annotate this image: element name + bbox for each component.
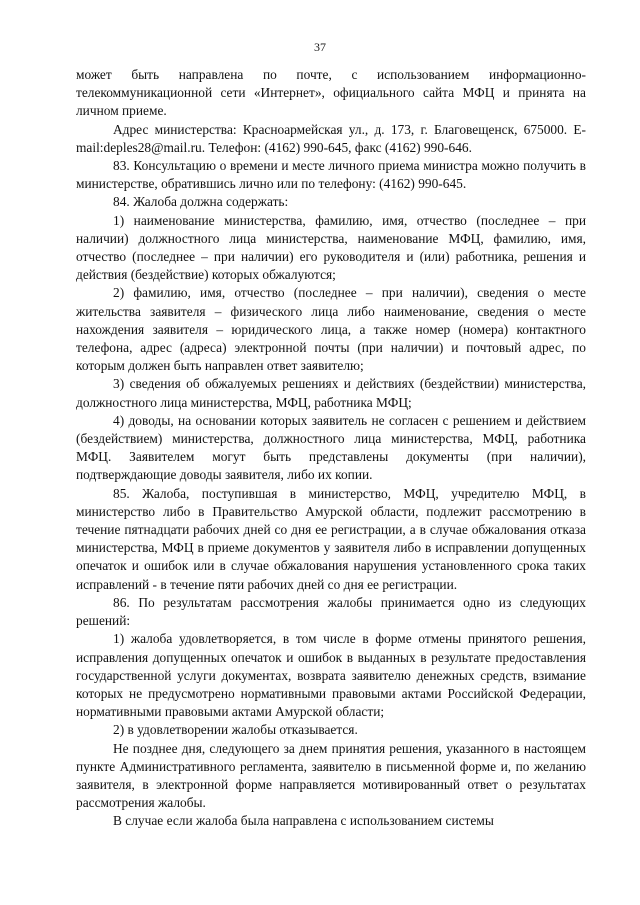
paragraph-continuation: может быть направлена по почте, с использованием информационно-телекоммуникационной сети «Интернет», официального сайта МФЦ и принята на личном приеме.	[76, 67, 586, 119]
paragraph-item-83: 83. Консультацию о времени и месте личного приема министра можно получить в министерстве, обратившись лично или по телефону: (4162) 990-645.	[76, 158, 586, 192]
paragraph-item-86-2: 2) в удовлетворении жалобы отказывается.	[113, 722, 358, 738]
page-number: 37	[314, 40, 326, 54]
paragraph-item-84-4: 4) доводы, на основании которых заявитель не согласен с решением и действием (бездействием) министерства, должностного лица министерства, МФЦ, работника МФЦ. Заявителем могут быть представлены документы (при наличии), подтверждающие доводы заявителя, либо их копии.	[76, 412, 586, 483]
page-body	[76, 66, 586, 831]
paragraph-item-86-1: 1) жалоба удовлетворяется, в том числе в форме отмены принятого решения, исправления допущенных опечаток и ошибок в выданных в результате предоставления государственной услуги документах, возврата заявителю денежных средств, взимание которых не предусмотрено нормативными правовыми актами Российской Федерации, нормативными правовыми актами Амурской области;	[76, 631, 586, 720]
paragraph-item-85: 85. Жалоба, поступившая в министерство, МФЦ, учредителю МФЦ, в министерство либо в Правительство Амурской области, подлежит рассмотрению в течение пятнадцати рабочих дней со дня ее регистрации, а в случае обжалования отказа министерства, МФЦ в приеме документов у заявителя либо в исправлении допущенных опечаток и ошибок или в случае обжалования нарушения установленного срока таких исправлений - в течение пяти рабочих дней со дня ее регистрации.	[76, 485, 586, 592]
paragraph-ministry-address: Адрес министерства: Красноармейская ул., д. 173, г. Благовещенск, 675000. E-mail:deples28@mail.ru. Телефон: (4162) 990-645, факс (4162) 990-646.	[76, 121, 586, 155]
paragraph-item-86: 86. По результатам рассмотрения жалобы принимается одно из следующих решений:	[76, 594, 586, 629]
paragraph-item-84-1: 1) наименование министерства, фамилию, имя, отчество (последнее – при наличии) должностного лица министерства, наименование МФЦ, фамилию, имя, отчество (последнее – при наличии) его руководителя и (или) работника, решения и действия (бездействие) которых обжалуются;	[76, 212, 586, 283]
paragraph-item-84-3: 3) сведения об обжалуемых решениях и действиях (бездействии) министерства, должностного лица министерства, МФЦ, работника МФЦ;	[76, 376, 586, 410]
paragraph-electronic-system: В случае если жалоба была направлена с использованием системы	[113, 813, 494, 829]
paragraph-item-84: 84. Жалоба должна содержать:	[113, 194, 289, 210]
paragraph-item-84-2: 2) фамилию, имя, отчество (последнее – при наличии), сведения о месте жительства заявителя – физического лица либо наименование, сведения о месте нахождения заявителя – юридического лица, а также номер (номера) контактного телефона, адрес (адреса) электронной почты (при наличии) и почтовый адрес, по которым должен быть направлен ответ заявителю;	[76, 285, 586, 374]
paragraph-response-deadline: Не позднее дня, следующего за днем принятия решения, указанного в настоящем пункте Административного регламента, заявителю в письменной форме и, по желанию заявителя, в электронной форме направляется мотивированный ответ о результатах рассмотрения жалобы.	[76, 740, 586, 811]
